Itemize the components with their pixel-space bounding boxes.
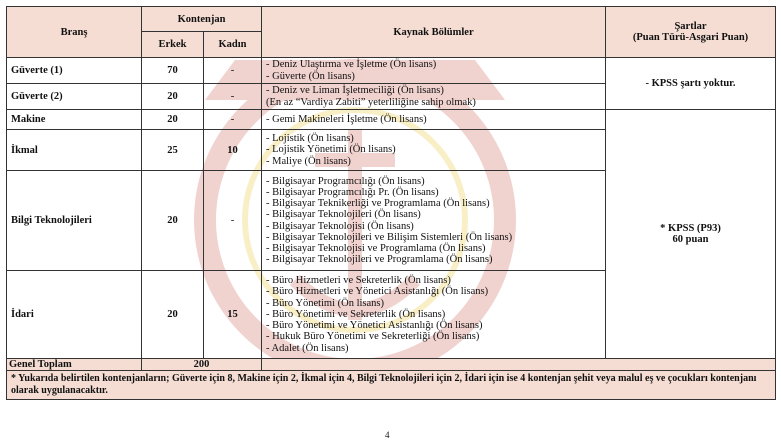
- header-sartlar-subtitle: (Puan Türü-Asgari Puan): [632, 32, 749, 43]
- row-sources: [262, 271, 606, 359]
- source-item: - Büro Yönetimi ve Yönetici Asistanlığı (Ön lisans): [266, 320, 483, 332]
- row-sources: [262, 84, 606, 110]
- row-brans: Makine: [7, 110, 142, 130]
- source-item: - Bilgisayar Teknolojileri ve Bilişim Sistemleri (Ön lisans): [266, 231, 513, 243]
- row-kadin: -: [204, 110, 262, 130]
- source-item: - Büro Hizmetleri ve Yönetici Asistanlığı (Ön lisans): [266, 286, 489, 298]
- row-sources: [262, 110, 606, 130]
- row-brans: İdari: [7, 271, 142, 359]
- row-erkek: 20: [142, 110, 204, 130]
- row-kadin: -: [204, 58, 262, 84]
- total-value: 200: [142, 359, 262, 371]
- footnote-row: [7, 371, 776, 400]
- row-sources: [262, 58, 606, 84]
- table-row: [7, 110, 776, 130]
- source-item: - Bilgisayar Teknikerliği ve Programlama (Ön lisans): [266, 198, 490, 210]
- row-kadin: 10: [204, 130, 262, 171]
- source-item: - Büro Yönetimi ve Sekreterlik (Ön lisans): [266, 308, 446, 320]
- row-sources: [262, 130, 606, 171]
- condition-kpss-score: 60 puan: [672, 234, 709, 245]
- total-row: [7, 359, 776, 371]
- row-kadin: 15: [204, 271, 262, 359]
- header-sartlar: [606, 7, 776, 58]
- source-item: - Lojistik Yönetimi (Ön lisans): [266, 144, 396, 156]
- source-item: - Bilgisayar Teknolojileri (Ön lisans): [266, 209, 421, 221]
- source-item: - Güverte (Ön lisans): [266, 70, 355, 82]
- source-item: - Lojistik (Ön lisans): [266, 133, 354, 145]
- row-erkek: 20: [142, 84, 204, 110]
- row-erkek: 20: [142, 271, 204, 359]
- condition-kpss: [606, 110, 776, 359]
- source-item: - Bilgisayar Teknolojileri ve Programlama (Ön lisans): [266, 254, 493, 266]
- source-item: - Gemi Makineleri İşletme (Ön lisans): [266, 113, 427, 125]
- row-kadin: -: [204, 171, 262, 271]
- source-item: - Hukuk Büro Yönetimi ve Sekreterliği (Ön lisans): [266, 331, 480, 343]
- source-item: - Bilgisayar Programcılığı (Ön lisans): [266, 175, 425, 187]
- source-item: - Maliye (Ön lisans): [266, 155, 351, 167]
- row-erkek: 70: [142, 58, 204, 84]
- quota-table: [6, 6, 776, 400]
- header-brans: Branş: [7, 7, 142, 58]
- source-item: (En az “Vardiya Zabiti” yeterliliğine sahip olmak): [266, 96, 476, 108]
- header-sartlar-title: Şartlar: [674, 21, 707, 32]
- source-item: - Büro Yönetimi (Ön lisans): [266, 297, 385, 309]
- table-row: [7, 58, 776, 84]
- header-kontenjan: Kontenjan: [142, 7, 262, 32]
- row-brans: İkmal: [7, 130, 142, 171]
- header-kadin: Kadın: [204, 32, 262, 58]
- condition-kpss-type: * KPSS (P93): [660, 223, 721, 234]
- source-item: - Deniz ve Liman İşletmeciliği (Ön lisans): [266, 85, 444, 97]
- total-label: Genel Toplam: [7, 359, 142, 371]
- source-item: - Bilgisayar Teknolojisi ve Programlama (Ön lisans): [266, 242, 486, 254]
- header-kaynak: Kaynak Bölümler: [262, 7, 606, 58]
- row-brans: Güverte (1): [7, 58, 142, 84]
- condition-no-kpss: - KPSS şartı yoktur.: [606, 58, 776, 110]
- row-brans: Bilgi Teknolojileri: [7, 171, 142, 271]
- row-kadin: -: [204, 84, 262, 110]
- source-item: - Deniz Ulaştırma ve İşletme (Ön lisans): [266, 59, 437, 71]
- row-brans: Güverte (2): [7, 84, 142, 110]
- footnote: * Yukarıda belirtilen kontenjanların; Güverte için 8, Makine için 2, İkmal için 4, Bilgi Teknolojileri için 2, İdari için ise 4 kontenjan şehit veya malul eş ve çocukları kontenjanı olarak uygulanacaktır.: [7, 371, 776, 400]
- header-erkek: Erkek: [142, 32, 204, 58]
- source-item: - Bilgisayar Teknolojisi (Ön lisans): [266, 220, 414, 232]
- row-erkek: 20: [142, 171, 204, 271]
- row-erkek: 25: [142, 130, 204, 171]
- source-item: - Bilgisayar Programcılığı Pr. (Ön lisans): [266, 186, 439, 198]
- source-item: - Adalet (Ön lisans): [266, 342, 349, 354]
- page-number: 4: [385, 430, 390, 440]
- row-sources: [262, 171, 606, 271]
- source-item: - Büro Hizmetleri ve Sekreterlik (Ön lisans): [266, 275, 451, 287]
